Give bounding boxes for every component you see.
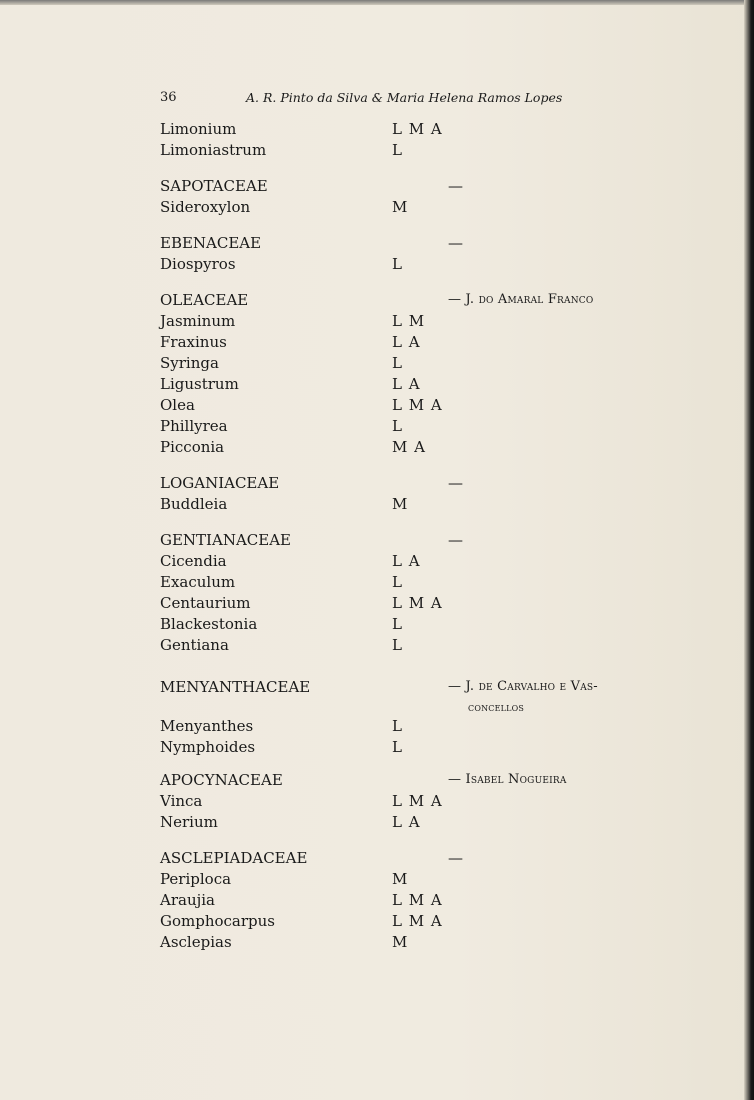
genus-name: Menyanthes xyxy=(160,717,254,735)
distribution-code: L xyxy=(392,573,403,591)
genus-name: Gentiana xyxy=(160,636,229,654)
family-row xyxy=(160,233,680,253)
distribution-code: M xyxy=(392,198,409,216)
genus-name: Nymphoides xyxy=(160,738,256,756)
genus-name: Syringa xyxy=(160,354,219,372)
distribution-code: L xyxy=(392,615,403,633)
family-row xyxy=(160,290,680,310)
genus-row xyxy=(160,869,680,889)
family-author: — J. de Carvalho e Vas- xyxy=(448,679,598,694)
author-dash: — xyxy=(448,531,463,549)
author-continuation-row xyxy=(160,697,680,717)
distribution-code: M xyxy=(392,870,409,888)
genus-name: Blackestonia xyxy=(160,615,258,633)
genus-name: Jasminum xyxy=(160,312,236,330)
genus-name: Picconia xyxy=(160,438,225,456)
genus-row xyxy=(160,140,680,160)
genus-name: Limonium xyxy=(160,120,237,138)
distribution-code: L xyxy=(392,255,403,273)
author-dash: — xyxy=(448,474,463,492)
genus-name: Olea xyxy=(160,396,195,414)
genus-row xyxy=(160,374,680,394)
genus-name: Asclepias xyxy=(160,933,232,951)
genus-name: Gomphocarpus xyxy=(160,912,276,930)
genus-name: Periploca xyxy=(160,870,232,888)
genus-name: Exaculum xyxy=(160,573,236,591)
family-row xyxy=(160,770,680,790)
genus-name: Vinca xyxy=(160,792,203,810)
distribution-code: L A xyxy=(392,552,421,570)
genus-row xyxy=(160,437,680,457)
genus-row xyxy=(160,332,680,352)
distribution-code: L M xyxy=(392,312,426,330)
genus-row xyxy=(160,932,680,952)
family-row xyxy=(160,473,680,493)
distribution-code: L M A xyxy=(392,891,443,909)
family-row xyxy=(160,530,680,550)
genus-row xyxy=(160,353,680,373)
family-author-continuation: concellos xyxy=(468,700,525,714)
genus-row xyxy=(160,911,680,931)
distribution-code: L M A xyxy=(392,594,443,612)
distribution-code: L A xyxy=(392,375,421,393)
author-dash: — xyxy=(448,234,463,252)
genus-row xyxy=(160,416,680,436)
family-name: APOCYNACEAE xyxy=(160,771,283,789)
distribution-code: M xyxy=(392,495,409,513)
family-name: EBENACEAE xyxy=(160,234,262,252)
family-row xyxy=(160,176,680,196)
genus-name: Nerium xyxy=(160,813,218,831)
genus-row xyxy=(160,812,680,832)
genus-name: Sideroxylon xyxy=(160,198,251,216)
family-author: — Isabel Nogueira xyxy=(448,772,567,787)
family-name: ASCLEPIADACEAE xyxy=(160,849,308,867)
genus-row xyxy=(160,890,680,910)
family-name: GENTIANACEAE xyxy=(160,531,291,549)
genus-row xyxy=(160,494,680,514)
distribution-code: L M A xyxy=(392,120,443,138)
genus-name: Ligustrum xyxy=(160,375,239,393)
running-title: A. R. Pinto da Silva & Maria Helena Ramos Lopes xyxy=(246,90,563,105)
genus-name: Limoniastrum xyxy=(160,141,267,159)
distribution-code: M xyxy=(392,933,409,951)
distribution-code: L xyxy=(392,417,403,435)
distribution-code: L A xyxy=(392,333,421,351)
genus-row xyxy=(160,716,680,736)
distribution-code: L M A xyxy=(392,396,443,414)
genus-name: Cicendia xyxy=(160,552,227,570)
genus-name: Araujia xyxy=(160,891,215,909)
family-name: OLEACEAE xyxy=(160,291,249,309)
family-author: — J. do Amaral Franco xyxy=(448,292,594,307)
distribution-code: L M A xyxy=(392,792,443,810)
genus-name: Buddleia xyxy=(160,495,228,513)
family-row xyxy=(160,848,680,868)
family-row xyxy=(160,677,680,697)
family-name: LOGANIACEAE xyxy=(160,474,280,492)
genus-row xyxy=(160,635,680,655)
genus-row xyxy=(160,197,680,217)
genus-row xyxy=(160,791,680,811)
author-dash: — xyxy=(448,177,463,195)
distribution-code: L A xyxy=(392,813,421,831)
distribution-code: M A xyxy=(392,438,426,456)
genus-name: Fraxinus xyxy=(160,333,227,351)
family-name: MENYANTHACEAE xyxy=(160,678,311,696)
genus-name: Diospyros xyxy=(160,255,236,273)
genus-row xyxy=(160,395,680,415)
distribution-code: L xyxy=(392,636,403,654)
genus-row xyxy=(160,551,680,571)
genus-name: Phillyrea xyxy=(160,417,228,435)
distribution-code: L xyxy=(392,141,403,159)
page-number: 36 xyxy=(160,90,177,105)
genus-row xyxy=(160,614,680,634)
genus-row xyxy=(160,572,680,592)
distribution-code: L M A xyxy=(392,912,443,930)
genus-row xyxy=(160,737,680,757)
family-name: SAPOTACEAE xyxy=(160,177,268,195)
distribution-code: L xyxy=(392,354,403,372)
genus-row xyxy=(160,593,680,613)
genus-row xyxy=(160,119,680,139)
distribution-code: L xyxy=(392,738,403,756)
author-dash: — xyxy=(448,849,463,867)
genus-row xyxy=(160,254,680,274)
genus-name: Centaurium xyxy=(160,594,251,612)
distribution-code: L xyxy=(392,717,403,735)
genus-row xyxy=(160,311,680,331)
